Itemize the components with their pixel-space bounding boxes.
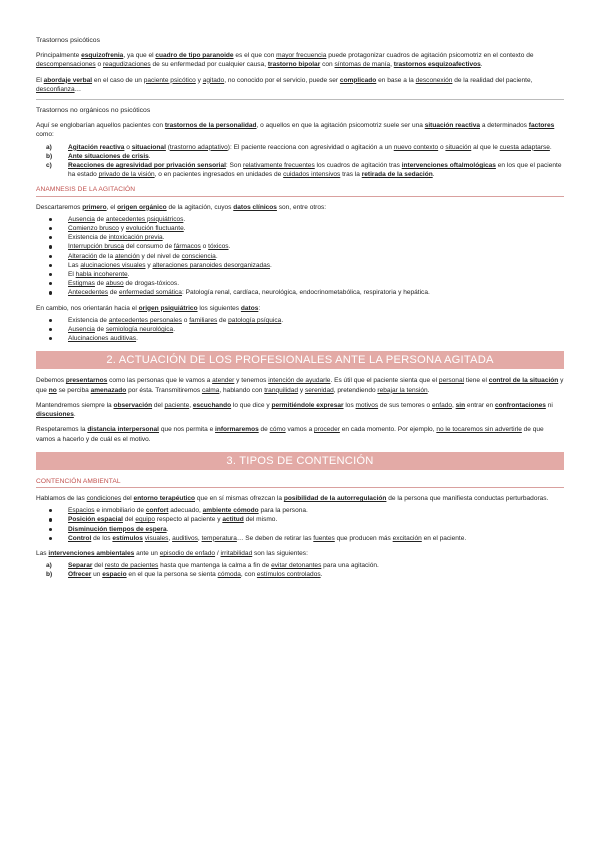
text-run: con xyxy=(320,61,335,69)
text-run: . xyxy=(228,243,231,251)
underlined-term: evitar detonantes xyxy=(271,562,322,570)
underlined-term: síntomas de manía xyxy=(334,61,391,69)
bullet-icon xyxy=(49,328,52,331)
emphasis-term: esquizofrenia xyxy=(81,52,124,60)
heading-contencion-ambiental: CONTENCIÓN AMBIENTAL xyxy=(36,477,564,488)
list-item xyxy=(36,334,564,343)
text-run: en el caso de un xyxy=(92,76,144,84)
text-run: . xyxy=(281,316,284,324)
emphasis-term: ambiente cómodo xyxy=(202,507,259,515)
bullet-icon xyxy=(49,218,52,221)
emphasis-term: escuchando xyxy=(192,401,232,409)
underlined-term: desconexión xyxy=(415,76,453,84)
text-run: vamos a xyxy=(285,426,315,434)
underlined-term: cómo xyxy=(269,426,286,434)
text-run: … Se deben de retirar las xyxy=(236,534,314,542)
emphasis-term: presentarnos xyxy=(65,377,108,385)
text-run: , xyxy=(197,534,202,542)
text-run: de los xyxy=(91,534,113,542)
paragraph xyxy=(36,51,564,69)
lettered-list xyxy=(36,561,564,579)
text-run: son, entre otros: xyxy=(276,203,327,211)
text-run: en base a la xyxy=(376,76,416,84)
paragraph xyxy=(36,549,564,558)
text-run: que nos permita e xyxy=(159,426,216,434)
underlined-term: familiares xyxy=(189,316,218,324)
emphasis-term: origen orgánico xyxy=(117,203,167,211)
bullet-icon xyxy=(49,273,52,276)
underlined-term: intención de ayudarle xyxy=(268,377,331,385)
underlined-term: antecedentes personales xyxy=(108,316,182,324)
bullet-icon xyxy=(49,319,52,322)
text-run: en los que el paciente ha estado xyxy=(68,162,562,179)
text-run: e inmobiliario de xyxy=(94,507,146,515)
list-item xyxy=(36,242,564,251)
list-item xyxy=(36,325,564,334)
text-run: hasta que mantenga la calma a fin de xyxy=(158,562,272,570)
underlined-term: motivos xyxy=(355,401,379,409)
paragraph xyxy=(36,425,564,443)
text-run: como las personas que le vamos a xyxy=(107,377,213,385)
emphasis-term: no xyxy=(48,386,57,394)
bullet-icon xyxy=(49,282,52,285)
text-run: Respetaremos la xyxy=(36,426,88,434)
list-item xyxy=(36,215,564,224)
text-run: . xyxy=(270,261,272,269)
underlined-term: relativamente frecuentes xyxy=(243,162,315,170)
text-run: . xyxy=(320,571,323,579)
underlined-term: descompensaciones xyxy=(36,61,96,69)
emphasis-term: situacional xyxy=(131,143,166,151)
text-run: a determinados xyxy=(480,122,529,130)
underlined-term: alucinaciones visuales xyxy=(80,261,146,269)
text-run: de la realidad del paciente, xyxy=(452,76,533,84)
bullet-icon xyxy=(49,528,52,531)
underlined-term: estímulos controlados xyxy=(256,571,321,579)
underlined-term: Comienzo brusco xyxy=(68,225,119,233)
list-item xyxy=(36,161,564,179)
text-run: de sus temores o xyxy=(378,401,432,409)
emphasis-term: sin xyxy=(455,401,466,409)
underlined-term: Ausencia xyxy=(68,215,95,223)
underlined-term: privado de la visión xyxy=(98,171,155,179)
text-run: respecto al paciente y xyxy=(155,516,223,524)
text-run: , xyxy=(452,401,456,409)
underlined-term: cuesta adaptarse xyxy=(499,143,550,151)
text-run: , no conocido por el servicio, puede ser xyxy=(224,76,340,84)
underlined-term: nuevo contexto xyxy=(393,143,439,151)
list-item xyxy=(36,233,564,242)
emphasis-term: datos xyxy=(240,304,259,312)
text-run: Existencia de xyxy=(68,234,109,242)
text-run: del consumo de xyxy=(124,243,174,251)
text-run: de la agitación, cuyos xyxy=(166,203,234,211)
emphasis-term: confrontaciones xyxy=(494,401,546,409)
list-item xyxy=(36,224,564,233)
emphasis-term: informaremos xyxy=(215,426,259,434)
list-item xyxy=(36,252,564,261)
text-run: , xyxy=(168,534,173,542)
paragraph xyxy=(36,203,564,212)
text-run: . xyxy=(183,225,186,233)
text-run: . Es útil que el paciente sienta que el xyxy=(330,377,439,385)
bullet-icon xyxy=(49,291,52,294)
text-run: o xyxy=(124,143,132,151)
text-run: de drogas-tóxicos. xyxy=(123,280,180,288)
text-run: . xyxy=(427,386,430,394)
underlined-term: paciente xyxy=(164,401,190,409)
text-run: . xyxy=(136,335,138,343)
emphasis-term: control de la situación xyxy=(488,377,559,385)
emphasis-term: intervenciones oftalmológicas xyxy=(401,162,496,170)
text-run: del xyxy=(152,401,165,409)
emphasis-term: intervenciones ambientales xyxy=(48,549,135,557)
text-run: del xyxy=(122,516,136,524)
underlined-term: temperatura xyxy=(201,534,237,542)
text-run: . xyxy=(215,252,218,260)
underlined-term: visuales xyxy=(144,534,169,542)
text-run: por ésta. Transmitiremos xyxy=(126,386,202,394)
text-run: de la persona que manifiesta conductas perturbadoras. xyxy=(386,494,549,502)
text-run: En cambio, nos orientarán hacia el xyxy=(36,304,139,312)
text-run: / xyxy=(215,549,221,557)
list-item xyxy=(36,316,564,325)
text-run: y del nivel de xyxy=(139,252,182,260)
underlined-term: resto de pacientes xyxy=(104,562,159,570)
text-run: . xyxy=(166,525,169,533)
underlined-term: condiciones xyxy=(86,494,122,502)
text-run: son las siguientes: xyxy=(252,549,308,557)
underlined-term: no le tocaremos sin advertirle xyxy=(436,426,522,434)
underlined-term: enfermedad somática xyxy=(118,289,182,297)
underlined-term: tóxicos xyxy=(208,243,229,251)
text-run: y xyxy=(118,225,126,233)
text-run: de xyxy=(108,289,119,297)
list-item xyxy=(36,279,564,288)
underlined-term: consciencia xyxy=(181,252,216,260)
emphasis-term: Separar xyxy=(68,562,93,570)
list-marker: c) xyxy=(46,162,52,170)
divider xyxy=(36,99,564,100)
bullet-list xyxy=(36,316,564,344)
text-run: El xyxy=(36,76,44,84)
underlined-term: equipo xyxy=(135,516,155,524)
emphasis-term: trastornos de la personalidad xyxy=(164,122,257,130)
text-run: de xyxy=(217,316,229,324)
underlined-term: Antecedentes xyxy=(68,289,109,297)
emphasis-term: espacio xyxy=(102,571,127,579)
emphasis-term: datos clínicos xyxy=(233,203,277,211)
bullet-icon xyxy=(49,537,52,540)
emphasis-term: amenazado xyxy=(90,386,127,394)
paragraph xyxy=(36,304,564,313)
text-run: o xyxy=(95,61,103,69)
emphasis-term: Disminución tiempos de espera xyxy=(68,525,167,533)
text-run: Aquí se englobarían aquellos pacientes con xyxy=(36,122,165,130)
underlined-term: situación xyxy=(445,143,472,151)
bullet-icon xyxy=(49,509,52,512)
emphasis-term: estímulos xyxy=(112,534,143,542)
text-run: para una agitación. xyxy=(321,562,379,570)
emphasis-term: Control xyxy=(68,534,92,542)
text-run: ante un xyxy=(134,549,160,557)
underlined-term: semiología neurológica xyxy=(105,326,174,334)
underlined-term: Ausencia xyxy=(68,326,95,334)
underlined-term: intoxicación previa xyxy=(108,234,163,242)
bullet-icon xyxy=(49,245,52,248)
text-run: adecuado, xyxy=(168,507,203,515)
lettered-list xyxy=(36,143,564,180)
list-marker: a) xyxy=(46,143,52,151)
text-run: , xyxy=(189,401,193,409)
text-run: ): El paciente reacciona con agresividad o agitación a un xyxy=(227,143,394,151)
emphasis-term: observación xyxy=(113,401,153,409)
list-item xyxy=(36,561,564,570)
text-run: Las xyxy=(68,261,81,269)
text-run: . xyxy=(148,152,151,160)
text-run: o xyxy=(438,143,446,151)
emphasis-term: factores xyxy=(528,122,555,130)
emphasis-term: discusiones xyxy=(36,411,74,419)
text-run: del mismo. xyxy=(243,516,278,524)
text-run: como: xyxy=(36,131,54,139)
text-run: de xyxy=(94,326,106,334)
underlined-term: enfado xyxy=(431,401,452,409)
text-run: los xyxy=(343,401,356,409)
paragraph xyxy=(36,121,564,139)
underlined-term: cuidados intensivos xyxy=(283,171,341,179)
text-run: puede protagonizar cuadros de agitación psicomotriz en el contexto de xyxy=(326,52,534,60)
emphasis-term: retirada de la sedación xyxy=(361,171,433,179)
text-run: se perciba xyxy=(56,386,91,394)
underlined-term: serenidad xyxy=(304,386,334,394)
emphasis-term: actitud xyxy=(222,516,244,524)
text-run: y tenemos xyxy=(234,377,269,385)
underlined-term: trastorno adaptativo xyxy=(169,143,228,151)
underlined-term: habla incoherente xyxy=(75,271,128,279)
underlined-term: reagudizaciones xyxy=(102,61,151,69)
text-run: . xyxy=(73,411,76,419)
underlined-term: agitado xyxy=(202,76,225,84)
underlined-term: Alteración xyxy=(68,252,98,260)
text-run: de xyxy=(258,426,270,434)
paragraph xyxy=(36,401,564,419)
text-run: que en sí mismas ofrezcan la xyxy=(195,494,284,502)
text-run: , pretendiendo xyxy=(333,386,378,394)
paragraph xyxy=(36,376,564,394)
text-run: , el xyxy=(106,203,118,211)
text-run: de la xyxy=(97,252,115,260)
emphasis-term: situación reactiva xyxy=(424,122,480,130)
text-run: . xyxy=(480,61,483,69)
bullet-list xyxy=(36,506,564,543)
text-run: y xyxy=(298,386,305,394)
list-item xyxy=(36,143,564,152)
text-run: , ya que el xyxy=(123,52,156,60)
text-run: ni xyxy=(545,401,553,409)
underlined-term: proceder xyxy=(314,426,340,434)
bullet-icon xyxy=(49,518,52,521)
underlined-term: tranquilidad xyxy=(264,386,299,394)
text-run: ( xyxy=(165,143,170,151)
underlined-term: auditivos xyxy=(172,534,198,542)
text-run: , o aquellos en que la agitación psicomotriz suele ser una xyxy=(256,122,425,130)
heading-anamnesis: ANAMNESIS DE LA AGITACIÓN xyxy=(36,185,564,196)
list-marker: b) xyxy=(46,152,53,160)
text-run: Principalmente xyxy=(36,52,82,60)
text-run: . xyxy=(173,326,176,334)
bullet-icon xyxy=(49,236,52,239)
text-run: o xyxy=(181,316,190,324)
text-run: . xyxy=(162,234,165,242)
underlined-term: episodio de enfado xyxy=(159,549,216,557)
emphasis-term: Reacciones de agresividad por privación sensorial xyxy=(68,162,226,170)
text-run: y xyxy=(145,261,153,269)
underlined-term: excitación xyxy=(392,534,422,542)
text-run: , con xyxy=(240,571,257,579)
text-run: : Son xyxy=(225,162,244,170)
list-item xyxy=(36,525,564,534)
text-run: de que vamos a hacerlo y de cuál es el motivo. xyxy=(36,426,544,443)
underlined-term: personal xyxy=(438,377,465,385)
list-marker: a) xyxy=(46,562,52,570)
text-run: del xyxy=(92,562,105,570)
text-run: de xyxy=(94,215,106,223)
emphasis-term: posibilidad de la autorregulación xyxy=(283,494,387,502)
paragraph xyxy=(36,494,564,503)
underlined-term: Interrupción brusca xyxy=(68,243,125,251)
text-run: en el paciente. xyxy=(421,534,467,542)
bullet-list xyxy=(36,215,564,298)
text-run: Mantendremos siempre la xyxy=(36,401,114,409)
text-run: Hablamos de las xyxy=(36,494,87,502)
text-run: , xyxy=(390,61,394,69)
emphasis-term: Ofrecer xyxy=(68,571,92,579)
section-banner-actuacion: 2. ACTUACIÓN DE LOS PROFESIONALES ANTE LA PERSONA AGITADA xyxy=(36,351,564,369)
text-run: tras la xyxy=(340,171,362,179)
underlined-term: Estigmas xyxy=(68,280,95,288)
bullet-icon xyxy=(49,255,52,258)
emphasis-term: permitiéndole expresar xyxy=(271,401,344,409)
bullet-icon xyxy=(49,227,52,230)
text-run: . xyxy=(127,271,130,279)
text-run: un xyxy=(91,571,103,579)
underlined-term: antecedentes psiquiátricos xyxy=(105,215,184,223)
emphasis-term: entorno terapéutico xyxy=(133,494,196,502)
underlined-term: calma xyxy=(201,386,220,394)
emphasis-term: Ante situaciones de crisis xyxy=(68,152,149,160)
underlined-term: irritabilidad xyxy=(220,549,253,557)
emphasis-term: trastorno bipolar xyxy=(267,61,321,69)
emphasis-term: abordaje verbal xyxy=(43,76,93,84)
text-run: en cada momento. Por ejemplo, xyxy=(339,426,437,434)
list-item xyxy=(36,288,564,297)
subtitle-trastornos-psicoticos: Trastornos psicóticos xyxy=(36,37,100,44)
bullet-icon xyxy=(49,337,52,340)
emphasis-term: confort xyxy=(145,507,169,515)
underlined-term: Alucinaciones auditivas xyxy=(68,335,137,343)
text-run: entrar en xyxy=(465,401,495,409)
underlined-term: cómoda xyxy=(217,571,241,579)
text-run: en el que la persona se sienta xyxy=(126,571,218,579)
text-run: o xyxy=(200,243,209,251)
list-item xyxy=(36,152,564,161)
text-run: . xyxy=(183,215,186,223)
text-run: al que le xyxy=(471,143,500,151)
emphasis-term: Posición espacial xyxy=(68,516,123,524)
list-item xyxy=(36,261,564,270)
emphasis-term: Agitación reactiva xyxy=(68,143,125,151)
underlined-term: fuentes xyxy=(313,534,335,542)
underlined-term: desconfianza xyxy=(36,85,75,93)
text-run: de xyxy=(94,280,106,288)
text-run: que producen más xyxy=(334,534,393,542)
text-run: y que xyxy=(36,377,564,394)
emphasis-term: distancia interpersonal xyxy=(87,426,159,434)
subtitle-trastornos-no-organicos: Trastornos no orgánicos no psicóticos xyxy=(36,107,151,115)
bullet-icon xyxy=(49,264,52,267)
text-run: . xyxy=(549,143,552,151)
underlined-term: alteraciones paranoides desorganizadas xyxy=(152,261,271,269)
text-run: de su enfermedad por cualquier causa, xyxy=(150,61,268,69)
text-run: lo que dice y xyxy=(231,401,272,409)
underlined-term: Espacios xyxy=(68,507,95,515)
list-item xyxy=(36,270,564,279)
text-run: es el que con xyxy=(233,52,277,60)
underlined-term: rebajar la tensión xyxy=(377,386,428,394)
text-run: tiene el xyxy=(464,377,489,385)
list-marker: b) xyxy=(46,571,53,579)
text-run: El xyxy=(68,271,76,279)
emphasis-term: trastornos esquizoafectivos xyxy=(393,61,481,69)
text-run: los siguientes xyxy=(197,304,241,312)
text-run: , o en pacientes ingresados en unidades de xyxy=(154,171,284,179)
text-run: del xyxy=(121,494,134,502)
text-run: , hablando con xyxy=(219,386,265,394)
emphasis-term: origen psiquiátrico xyxy=(138,304,198,312)
text-run: Las xyxy=(36,549,49,557)
text-run: para la persona. xyxy=(258,507,308,515)
text-run: los cuadros de agitación tras xyxy=(314,162,402,170)
list-item xyxy=(36,534,564,543)
underlined-term: atender xyxy=(212,377,235,385)
emphasis-term: complicado xyxy=(339,76,377,84)
text-run: Existencia de xyxy=(68,316,109,324)
text-run: : xyxy=(258,304,261,312)
underlined-term: mayor frecuencia xyxy=(276,52,327,60)
emphasis-term: cuadro de tipo paranoide xyxy=(155,52,234,60)
underlined-term: paciente psicótico xyxy=(143,76,196,84)
list-item xyxy=(36,570,564,579)
underlined-term: patología psíquica xyxy=(228,316,282,324)
underlined-term: atención xyxy=(114,252,140,260)
emphasis-term: primero xyxy=(82,203,107,211)
text-run: . xyxy=(432,171,435,179)
list-item xyxy=(36,506,564,515)
underlined-term: abuso xyxy=(105,280,124,288)
list-item xyxy=(36,515,564,524)
text-run: : Patología renal, cardíaca, neurológica, endocrinometabólica, respiratoria y hepática. xyxy=(181,289,430,297)
text-run: y xyxy=(195,76,203,84)
text-run: Descartaremos xyxy=(36,203,83,211)
text-run: … xyxy=(74,85,82,93)
paragraph xyxy=(36,76,564,94)
text-run: Debemos xyxy=(36,377,66,385)
underlined-term: fármacos xyxy=(173,243,201,251)
section-banner-tipos: 3. TIPOS DE CONTENCIÓN xyxy=(36,452,564,470)
underlined-term: evolución fluctuante xyxy=(125,225,184,233)
